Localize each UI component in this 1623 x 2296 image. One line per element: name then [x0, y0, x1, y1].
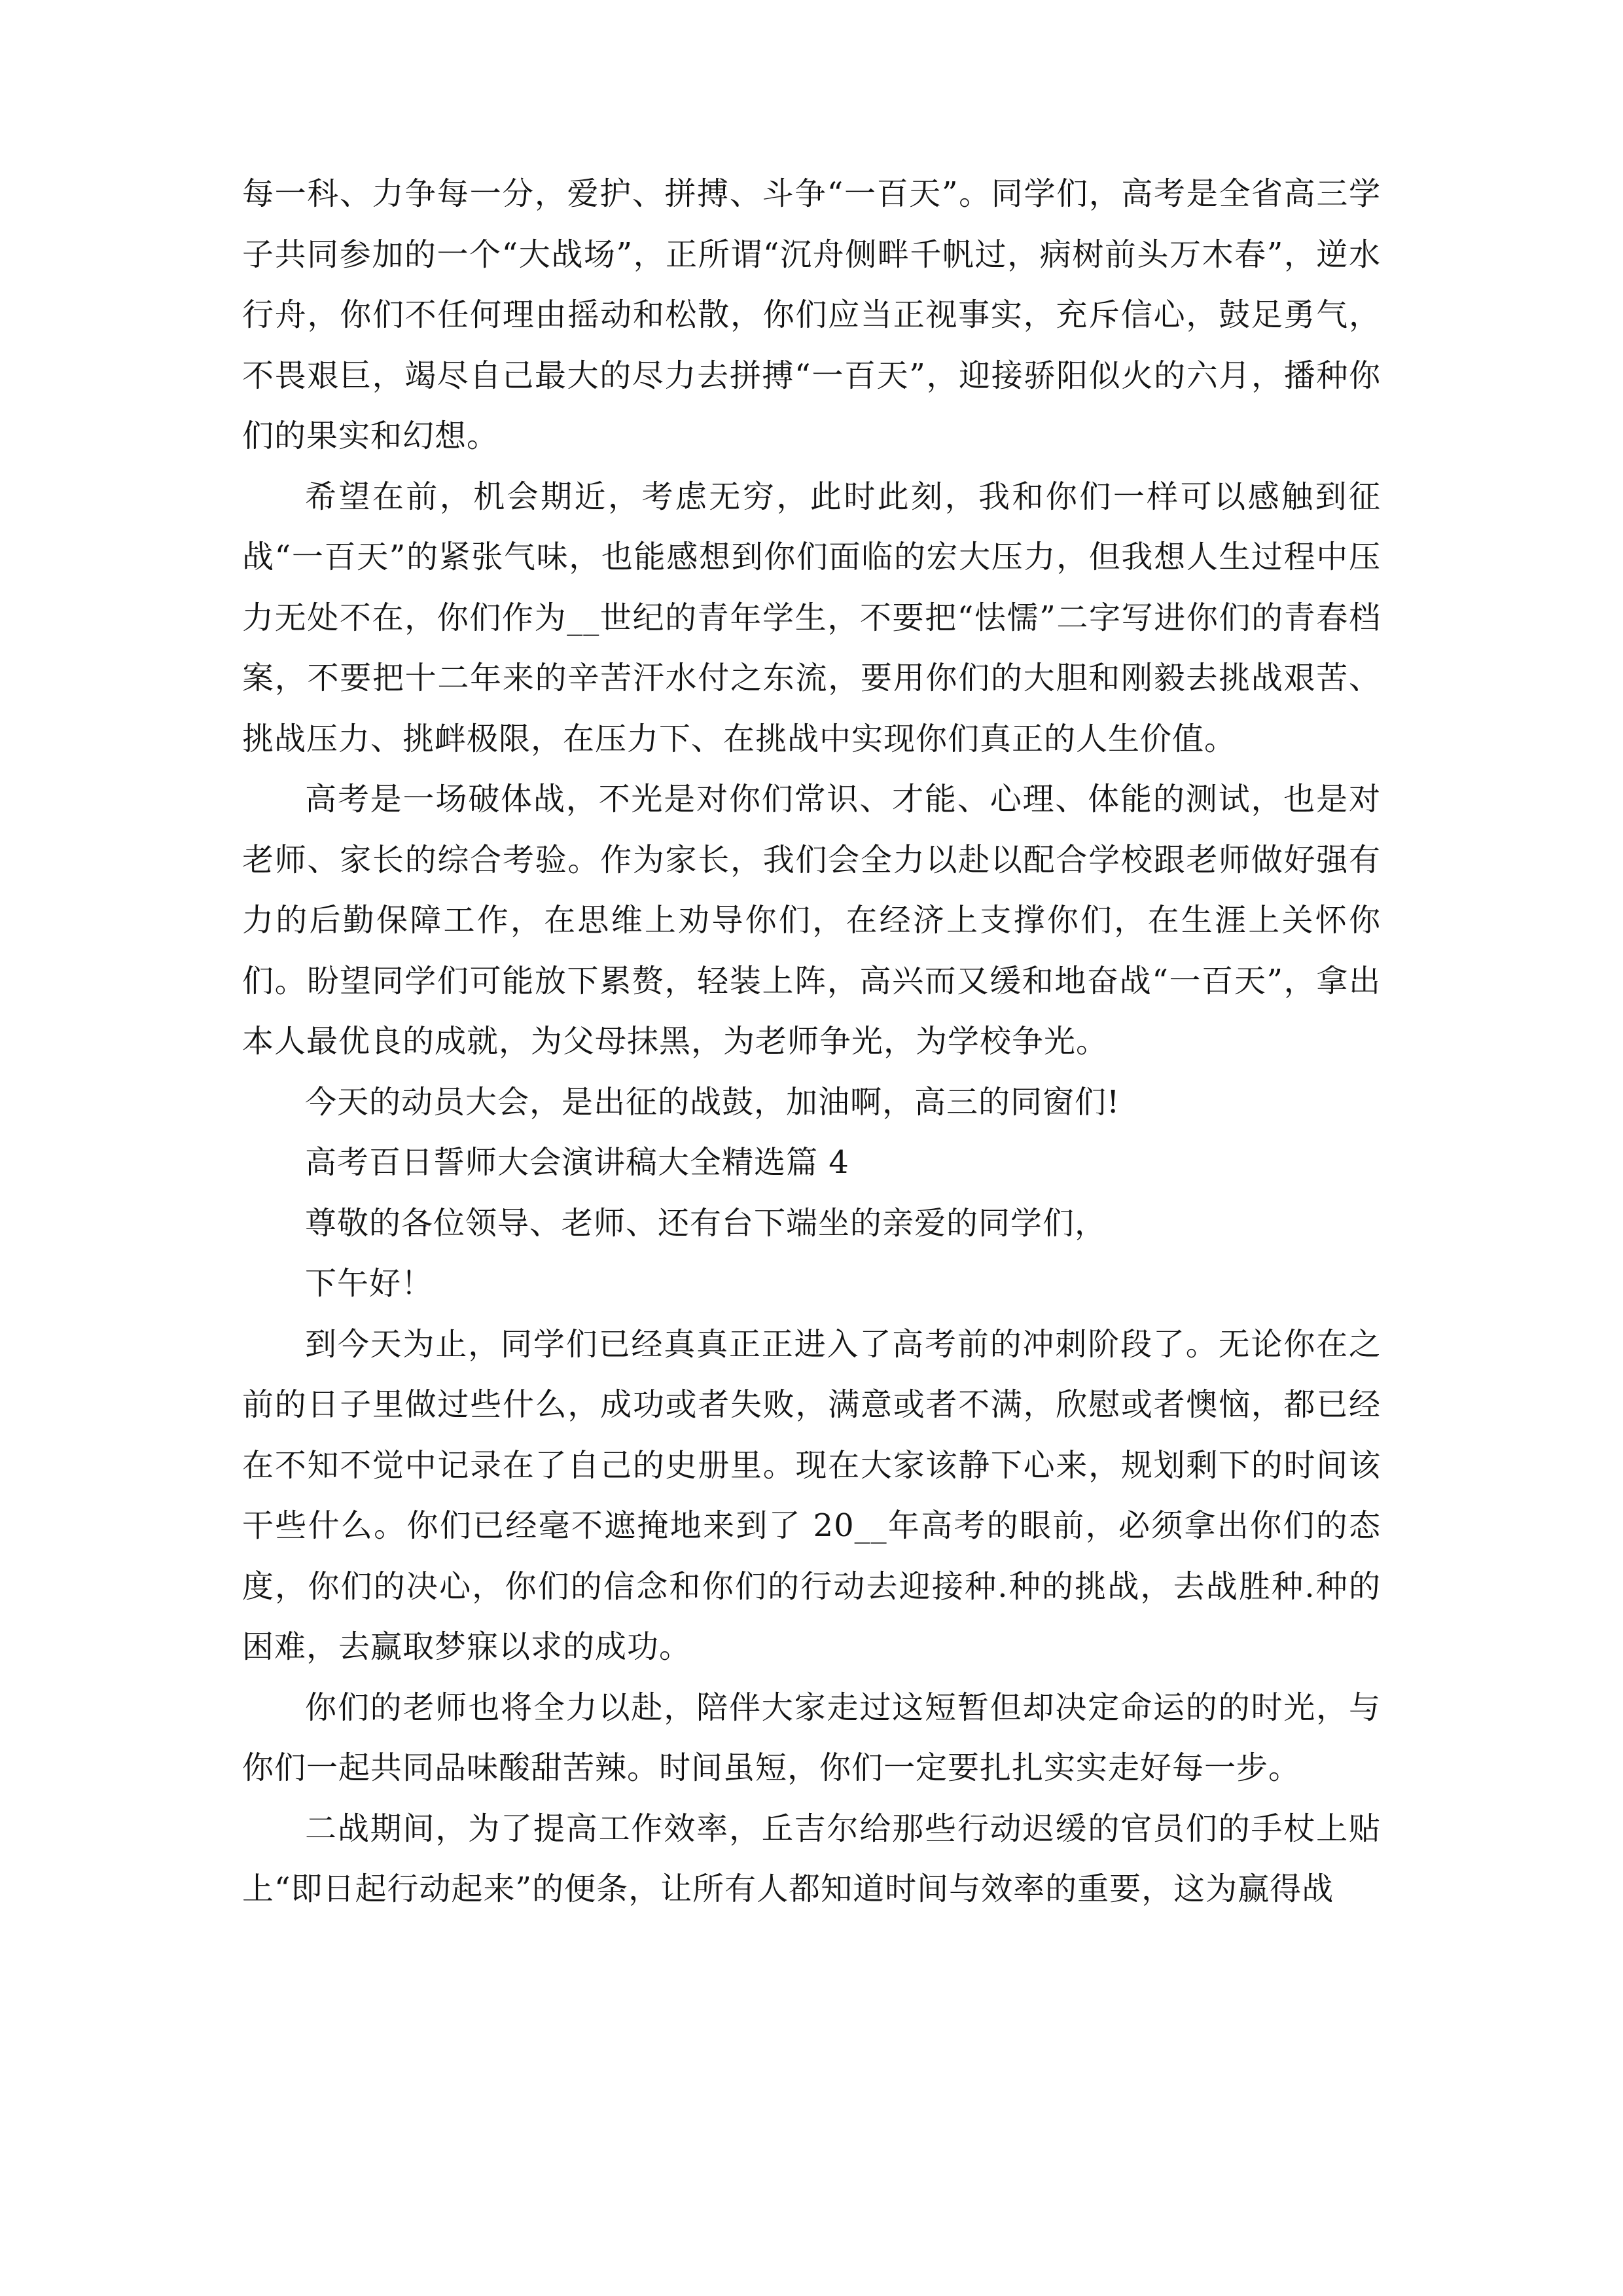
paragraph: 二战期间，为了提高工作效率，丘吉尔给那些行动迟缓的官员们的手杖上贴上“即日起行动起来”的便条，让所有人都知道时间与效率的重要，这为赢得战 — [242, 1810, 1381, 1907]
paragraph: 希望在前，机会期近，考虑无穷，此时此刻，我和你们一样可以感触到征战“一百天”的紧张气味，也能感想到你们面临的宏大压力，但我想人生过程中压力无处不在，你们作为__世纪的青年学生，不要把“怯懦”二字写进你们的青春档案，不要把十二年来的辛苦汗水付之东流，要用你们的大胆和刚毅去挑战艰苦、挑战压力、挑衅极限，在压力下、在挑战中实现你们真正的人生价值。 — [242, 478, 1381, 757]
section-heading: 高考百日誓师大会演讲稿大全精选篇 4 — [305, 1144, 849, 1181]
paragraph: 高考是一场破体战，不光是对你们常识、才能、心理、体能的测试，也是对老师、家长的综合考验。作为家长，我们会全力以赴以配合学校跟老师做好强有力的后勤保障工作，在思维上劝导你们，在经济上支撑你们，在生涯上关怀你们。盼望同学们可能放下累赘，轻装上阵，高兴而又缓和地奋战“一百天”，拿出本人最优良的成就，为父母抹黑，为老师争光，为学校争光。 — [242, 781, 1381, 1060]
paragraph: 你们的老师也将全力以赴，陪伴大家走过这短暂但却决定命运的的时光，与你们一起共同品味酸甜苦辣。时间虽短，你们一定要扎扎实实走好每一步。 — [242, 1689, 1381, 1786]
greeting: 下午好！ — [305, 1265, 434, 1302]
paragraph: 每一科、力争每一分，爱护、拼搏、斗争“一百天”。同学们，高考是全省高三学子共同参加的一个“大战场”，正所谓“沉舟侧畔千帆过，病树前头万木春”，逆水行舟，你们不任何理由摇动和松散，你们应当正视事实，充斥信心，鼓足勇气，不畏艰巨，竭尽自己最大的尽力去拼搏“一百天”，迎接骄阳似火的六月，播种你们的果实和幻想。 — [242, 175, 1381, 454]
paragraph: 到今天为止，同学们已经真真正正进入了高考前的冲刺阶段了。无论你在之前的日子里做过些什么，成功或者失败，满意或者不满，欣慰或者懊恼，都已经在不知不觉中记录在了自己的史册里。现在大家该静下心来，规划剩下的时间该干些什么。你们已经毫不遮掩地来到了 20__年高考的眼前，必须拿出你们的态度，你们的决心，你们的信念和你们的行动去迎接种.种的挑战，去战胜种.种的困难，去赢取梦寐以求的成功。 — [242, 1325, 1381, 1665]
paragraph: 今天的动员大会，是出征的战鼓，加油啊，高三的同窗们! — [305, 1083, 1120, 1121]
salutation: 尊敬的各位领导、老师、还有台下端坐的亲爱的同学们， — [305, 1204, 1107, 1242]
document-body — [242, 164, 1381, 1920]
